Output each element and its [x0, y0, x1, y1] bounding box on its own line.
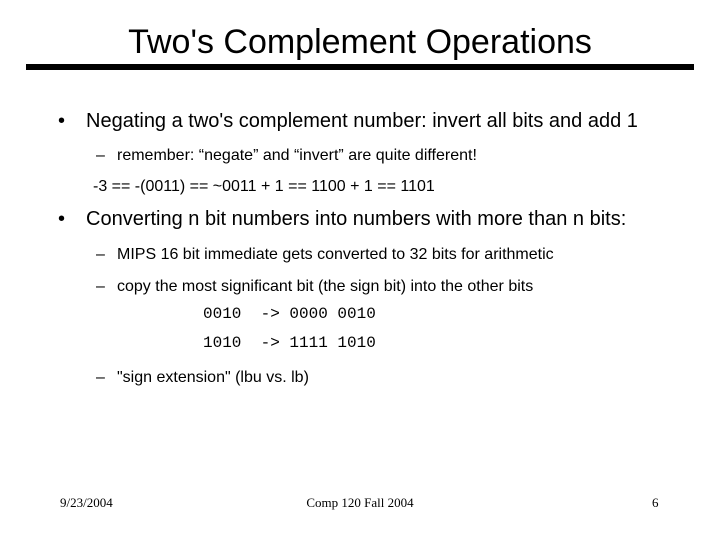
slide-title: Two's Complement Operations [128, 23, 592, 61]
dash-marker: – [96, 147, 105, 164]
bullet-negating: Negating a two's complement number: invert all bits and add 1 [86, 110, 638, 132]
code-example-negative: 1010 -> 1111 1010 [203, 334, 376, 352]
footer-course: Comp 120 Fall 2004 [306, 495, 414, 510]
title-divider [26, 64, 694, 70]
footer-page-number: 6 [652, 495, 659, 510]
sub-bullet-remember: remember: “negate” and “invert” are quite different! [117, 147, 477, 164]
bullet-marker: • [58, 208, 66, 230]
negation-example: -3 == -(0011) == ~0011 + 1 == 1100 + 1 == 1101 [93, 178, 435, 195]
sub-bullet-mips: MIPS 16 bit immediate gets converted to 32 bits for arithmetic [117, 246, 554, 263]
dash-marker: – [96, 278, 105, 295]
dash-marker: – [96, 246, 105, 263]
dash-marker: – [96, 369, 105, 386]
sub-bullet-copy-msb: copy the most significant bit (the sign bit) into the other bits [117, 278, 534, 295]
bullet-marker: • [58, 110, 66, 132]
code-example-positive: 0010 -> 0000 0010 [203, 305, 376, 323]
sub-bullet-sign-extension: "sign extension" (lbu vs. lb) [117, 369, 309, 386]
footer-date: 9/23/2004 [60, 495, 113, 510]
bullet-converting: Converting n bit numbers into numbers with more than n bits: [86, 208, 627, 230]
